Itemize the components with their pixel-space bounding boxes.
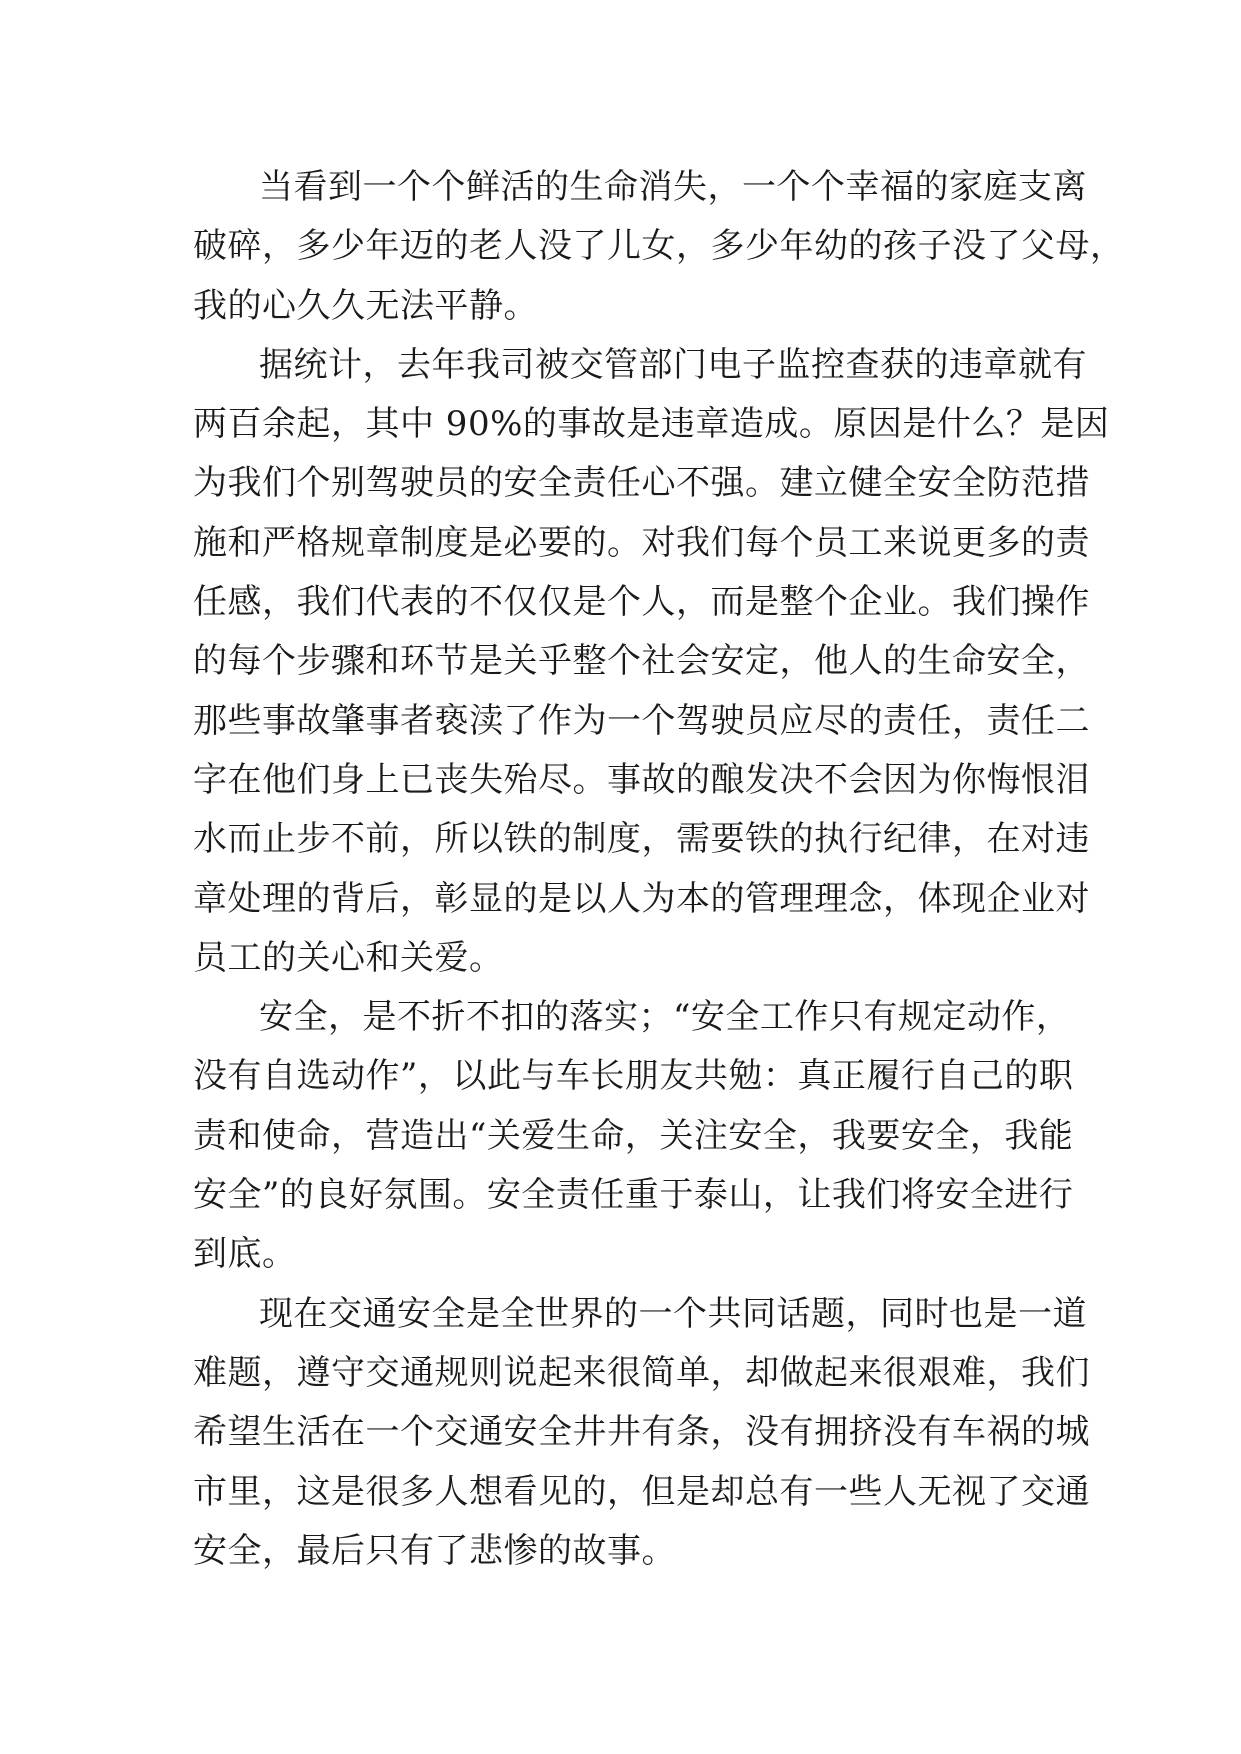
paragraph-line: 水而止步不前，所以铁的制度，需要铁的执行纪律，在对违	[193, 819, 1090, 860]
paragraph-line: 施和严格规章制度是必要的。对我们每个员工来说更多的责	[193, 522, 1090, 563]
paragraph-line: 任感，我们代表的不仅仅是个人，而是整个企业。我们操作	[193, 582, 1090, 623]
paragraph-line: 难题，遵守交通规则说起来很简单，却做起来很艰难，我们	[193, 1352, 1090, 1393]
paragraph-line: 没有自选动作”，以此与车长朋友共勉：真正履行自己的职	[193, 1056, 1074, 1097]
paragraph-line: 当看到一个个鲜活的生命消失，一个个幸福的家庭支离	[259, 167, 1087, 207]
document-body	[193, 158, 1125, 1581]
paragraph-line: 到底。	[193, 1234, 297, 1275]
paragraph-line: 员工的关心和关爱。	[193, 937, 504, 978]
paragraph-line: 字在他们身上已丧失殆尽。事故的酿发决不会因为你悔恨泪	[193, 759, 1090, 800]
paragraph-line: 我的心久久无法平静。	[193, 285, 538, 326]
paragraph-line: 的每个步骤和环节是关乎整个社会安定，他人的生命安全，	[193, 641, 1090, 682]
paragraph-2	[193, 336, 1110, 988]
paragraph-line: 市里，这是很多人想看见的，但是却总有一些人无视了交通	[193, 1471, 1090, 1512]
paragraph-line: 安全，最后只有了悲惨的故事。	[193, 1530, 676, 1571]
paragraph-line: 现在交通安全是全世界的一个共同话题，同时也是一道	[259, 1293, 1087, 1334]
paragraph-line: 为我们个别驾驶员的安全责任心不强。建立健全安全防范措	[193, 463, 1090, 504]
paragraph-line: 据统计，去年我司被交管部门电子监控查获的违章就有	[259, 344, 1087, 385]
paragraph-4	[193, 1285, 1090, 1581]
paragraph-3	[193, 988, 1074, 1284]
paragraph-line: 两百余起，其中 90%的事故是违章造成。原因是什么？是因	[193, 404, 1110, 445]
paragraph-line: 责和使命，营造出“关爱生命，关注安全，我要安全，我能	[193, 1115, 1074, 1156]
paragraph-line: 安全，是不折不扣的落实；“安全工作只有规定动作，	[259, 997, 1071, 1038]
paragraph-line: 那些事故肇事者亵渎了作为一个驾驶员应尽的责任，责任二	[193, 700, 1090, 741]
paragraph-line: 章处理的背后，彰显的是以人为本的管理理念，体现企业对	[193, 878, 1090, 919]
paragraph-line: 安全”的良好氛围。安全责任重于泰山，让我们将安全进行	[193, 1175, 1074, 1216]
paragraph-line: 希望生活在一个交通安全井井有条，没有拥挤没有车祸的城	[193, 1412, 1090, 1453]
paragraph-line: 破碎，多少年迈的老人没了儿女，多少年幼的孩子没了父母，	[193, 226, 1125, 267]
paragraph-1	[193, 158, 1125, 336]
